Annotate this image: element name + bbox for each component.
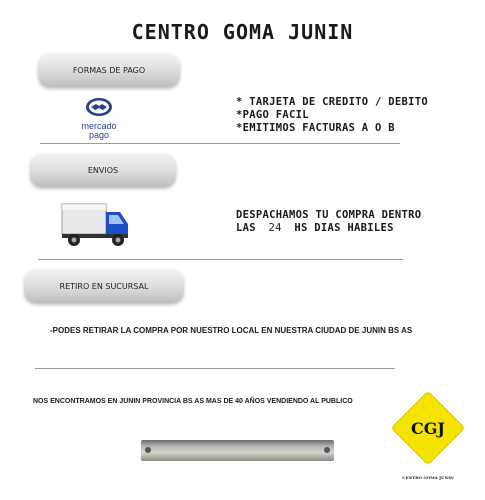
shipping-hours: 24 [268,222,282,234]
mercadopago-text-1: mercado [81,121,117,131]
shipping-line-2-prefix: LAS [236,222,256,234]
mercadopago-logo [72,96,126,140]
cgj-logo-caption: CENTRO GOMA JUNIN [402,475,454,480]
pickup-label: RETIRO EN SUCURSAL [59,281,149,291]
shipping-line-2 [236,222,481,235]
pickup-pill [24,269,184,303]
shipping-label: ENVIOS [87,165,119,175]
cgj-logo [392,392,464,464]
truck-icon [60,198,132,252]
payment-bullet-pagofacil: *PAGO FACIL [236,109,309,121]
handshake-icon [72,96,126,118]
page-title: CENTRO GOMA JUNIN [131,20,354,44]
bar-rivet [145,447,151,453]
mercadopago-text-2: pago [88,130,110,140]
pickup-text: -PODES RETIRAR LA COMPRA POR NUESTRO LOCAL EN NUESTRA CIUDAD DE JUNIN BS AS [50,326,413,335]
shipping-pill [30,153,176,187]
payment-bullet-invoice: *EMITIMOS FACTURAS A O B [236,122,395,134]
payment-bullets [236,96,476,135]
bar-rivet [324,447,330,453]
shipping-line-2-suffix: HS DIAS HABILES [294,222,394,234]
payment-methods-label: FORMAS DE PAGO [72,65,146,75]
shipping-text [236,209,481,235]
divider [38,259,403,260]
decorative-bar [141,440,334,461]
payment-methods-pill [38,53,180,87]
payment-bullet-card: * TARJETA DE CREDITO / DEBITO [236,96,429,108]
footer-text: NOS ENCONTRAMOS EN JUNIN PROVINCIA BS AS MAS DE 40 AÑOS VENDIENDO AL PUBLICO [33,398,353,405]
cgj-logo-text: CGJ [411,419,445,438]
divider [35,368,395,369]
divider [40,143,400,144]
shipping-line-1: DESPACHAMOS TU COMPRA DENTRO [236,209,422,221]
